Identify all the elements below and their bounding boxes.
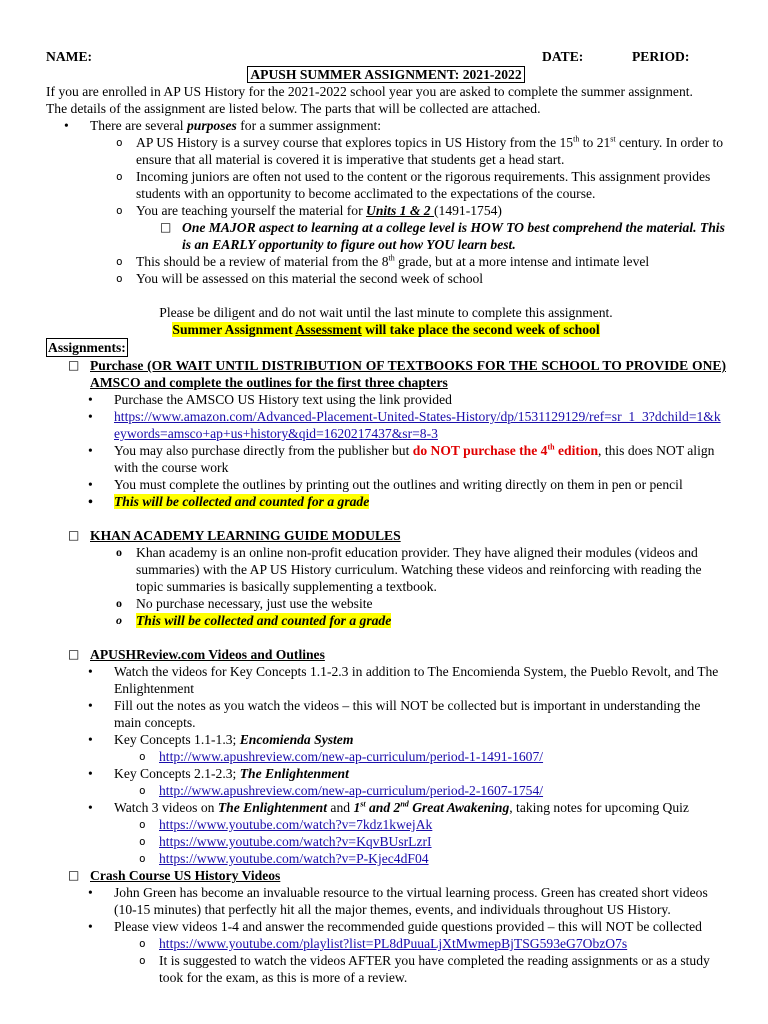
crashcourse-note: o It is suggested to watch the videos AFTER you have completed the reading assignments or as a study took for the exam, as this is more of a review. xyxy=(159,952,726,986)
khan-item-3: o This will be collected and counted for a grade xyxy=(136,612,726,629)
assessment-note: Summer Assignment Assessment will take place the second week of school xyxy=(172,322,600,337)
apushreview-period-2-link[interactable]: http://www.apushreview.com/new-ap-curriculum/period-2-1607-1754/ xyxy=(159,783,544,798)
period-label: PERIOD: xyxy=(632,49,690,64)
section-crashcourse-list xyxy=(46,884,726,986)
document-page xyxy=(46,48,726,986)
intro-line-2: The details of the assignment are listed below. The parts that will be collected are attached. xyxy=(46,101,541,116)
amsco-item-5: • This will be collected and counted for a grade xyxy=(114,493,726,510)
section-crashcourse-title: □ Crash Course US History Videos xyxy=(46,867,726,884)
apushreview-period-1-item xyxy=(159,748,726,765)
crashcourse-item-2: • Please view videos 1-4 and answer the recommended guide questions provided – this will NOT be collected o https://www.youtube.com/playlist?list=PL8dPuuaLjXtMwmepBjTSG593eG7ObzO7s o It is suggested to watch the videos AFTER you have completed the reading assignments or as a study took for the exam, as this is more of a review. xyxy=(114,918,726,986)
youtube-video-link-1[interactable]: https://www.youtube.com/watch?v=7kdz1kwejAk xyxy=(159,817,433,832)
khan-item-2: o No purchase necessary, just use the website xyxy=(136,595,726,612)
crashcourse-playlist-link[interactable]: https://www.youtube.com/playlist?list=PL8dPuuaLjXtMwmepBjTSG593eG7ObzO7s xyxy=(159,936,628,951)
section-amsco-title: □ Purchase (OR WAIT UNTIL DISTRIBUTION OF TEXTBOOKS FOR THE SCHOOL TO PROVIDE ONE) AMSCO and complete the outlines for the first three chapters xyxy=(46,357,726,391)
date-label: DATE: xyxy=(542,49,584,64)
purpose-item-3: o You are teaching yourself the material for Units 1 & 2 (1491-1754) □ One MAJOR aspect to learning at a college level is HOW TO best comprehend the material. This is an EARLY opportunity to figure out how YOU learn best. xyxy=(136,202,726,253)
apushreview-item-4: • Key Concepts 2.1-2.3; The Enlightenment o http://www.apushreview.com/new-ap-curriculum/period-2-1607-1754/ xyxy=(114,765,726,799)
youtube-video-item xyxy=(159,833,726,850)
diligent-note: Please be diligent and do not wait until the last minute to complete this assignment. xyxy=(159,305,613,320)
purpose-item-2: o Incoming juniors are often not used to the content or the rigorous requirements. This assignment provides students with an opportunity to become acclimated to the expectations of the course. xyxy=(136,168,726,202)
section-apushreview-list xyxy=(46,663,726,867)
purpose-item-4: o This should be a review of material from the 8th grade, but at a more intense and intimate level xyxy=(136,253,726,270)
apushreview-item-4-sublist xyxy=(114,782,726,799)
apushreview-item-3-sublist xyxy=(114,748,726,765)
name-label: NAME: xyxy=(46,49,93,64)
section-apushreview-title: □ APUSHReview.com Videos and Outlines xyxy=(46,646,726,663)
apushreview-item-3: • Key Concepts 1.1-1.3; Encomienda System o http://www.apushreview.com/new-ap-curriculum/period-1-1491-1607/ xyxy=(114,731,726,765)
purposes-sublist xyxy=(90,134,726,287)
khan-item-1: o Khan academy is an online non-profit education provider. They have aligned their modules (videos and summaries) with the AP US History curriculum. Watching these videos and reinforcing with reading the topic summaries is basically supplementing a textbook. xyxy=(136,544,726,595)
amsco-item-3: • You may also purchase directly from the publisher but do NOT purchase the 4th edition, this does NOT align with the course work xyxy=(114,442,726,476)
amsco-amazon-link[interactable]: https://www.amazon.com/Advanced-Placement-United-States-History/dp/1531129129/ref=sr_1_3?dchild=1&keywords=amsco+ap+us+history&qid=1620217437&sr=8-3 xyxy=(114,409,721,441)
apushreview-item-5-sublist xyxy=(114,816,726,867)
apushreview-item-2: • Fill out the notes as you watch the videos – this will NOT be collected but is important in understanding the main concepts. xyxy=(114,697,726,731)
apushreview-period-1-link[interactable]: http://www.apushreview.com/new-ap-curriculum/period-1-1491-1607/ xyxy=(159,749,544,764)
assignments-label: Assignments: xyxy=(48,340,126,355)
purposes-lead: • There are several purposes for a summer assignment: o AP US History is a survey course that explores topics in US History from the 15th to 21st century. In order to ensure that all material is covered it is imperative that students get a head start. o Incoming juniors are often not used to the content or the rigorous requirements. This assignment provides students with an opportunity to become acclimated to the expectations of the course. o You are teaching yourself the material for Units 1 & 2 (1491-1754) □ One MAJOR aspect to learning at a college level is HOW TO best comprehend the material. This is an EARLY opportunity to figure out how YOU learn best. o This should be a review of material from the 8th grade, but at a more intense and intimate level o You will be assessed on this material the second week of school xyxy=(90,117,726,287)
apushreview-period-2-item xyxy=(159,782,726,799)
youtube-video-item xyxy=(159,850,726,867)
apushreview-item-1: • Watch the videos for Key Concepts 1.1-2.3 in addition to The Encomienda System, the Pueblo Revolt, and The Enlightenment xyxy=(114,663,726,697)
section-khan-title: □ KHAN ACADEMY LEARNING GUIDE MODULES xyxy=(46,527,726,544)
amsco-item-2 xyxy=(114,408,726,442)
crashcourse-playlist-item xyxy=(159,935,726,952)
purpose-item-1: o AP US History is a survey course that explores topics in US History from the 15th to 21st century. In order to ensure that all material is covered it is imperative that students get a head start. xyxy=(136,134,726,168)
purpose-item-3-note: □ One MAJOR aspect to learning at a college level is HOW TO best comprehend the material. This is an EARLY opportunity to figure out how YOU learn best. xyxy=(182,219,726,253)
document-title: APUSH SUMMER ASSIGNMENT: 2021-2022 xyxy=(46,66,726,83)
youtube-video-link-3[interactable]: https://www.youtube.com/watch?v=P-Kjec4dF04 xyxy=(159,851,429,866)
header-row xyxy=(46,48,726,65)
section-khan-list xyxy=(46,544,726,629)
crashcourse-item-1: • John Green has become an invaluable resource to the virtual learning process. Green has created short videos (10-15 minutes) that perfectly hit all the major themes, events, and individuals throughout US History. xyxy=(114,884,726,918)
purposes-list xyxy=(46,117,726,287)
purpose-item-5: o You will be assessed on this material the second week of school xyxy=(136,270,726,287)
amsco-item-4: • You must complete the outlines by printing out the outlines and writing directly on them in pen or pencil xyxy=(114,476,726,493)
section-amsco-list xyxy=(46,391,726,510)
purpose-item-3-sublist xyxy=(136,219,726,253)
youtube-video-link-2[interactable]: https://www.youtube.com/watch?v=KqvBUsrLzrI xyxy=(159,834,432,849)
apushreview-item-5: • Watch 3 videos on The Enlightenment and 1st and 2nd Great Awakening, taking notes for upcoming Quiz o https://www.youtube.com/watch?v=7kdz1kwejAk o https://www.youtube.com/watch?v=KqvBUsrLzrI o https://www.youtube.com/watch?v=P-Kjec4dF04 xyxy=(114,799,726,867)
youtube-video-item xyxy=(159,816,726,833)
amsco-item-1: • Purchase the AMSCO US History text using the link provided xyxy=(114,391,726,408)
intro-line-1: If you are enrolled in AP US History for the 2021-2022 school year you are asked to complete the summer assignment. xyxy=(46,84,693,99)
crashcourse-item-2-sublist xyxy=(114,935,726,986)
